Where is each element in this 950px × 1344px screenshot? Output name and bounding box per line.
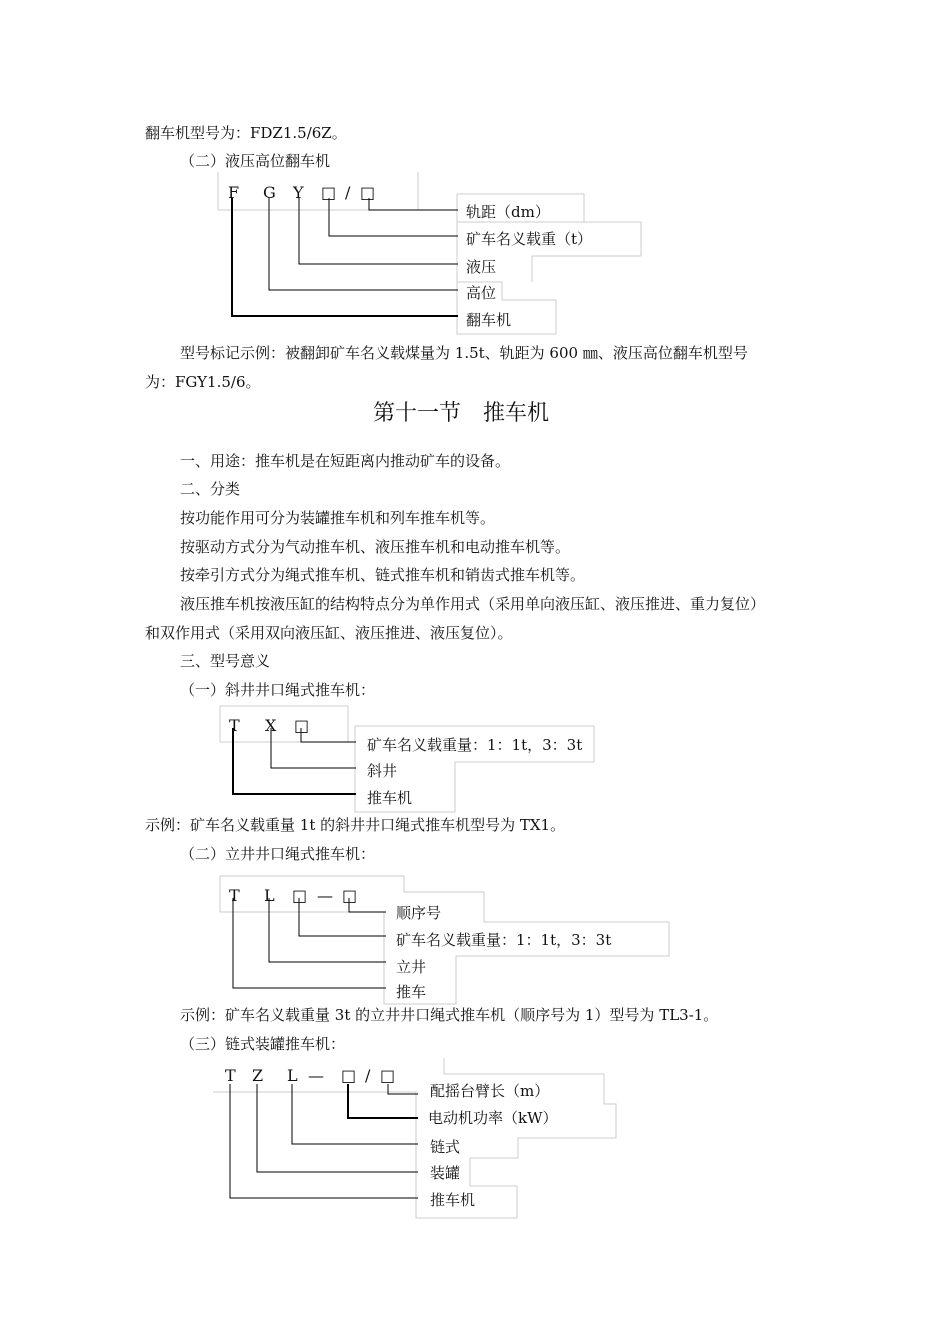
classification-4b: 和双作用式（采用双向液压缸、液压推进、液压复位）。 <box>145 624 513 642</box>
label-nominal-load: 矿车名义载重量：1：1t，3：3t <box>367 736 583 754</box>
code-slash: / <box>345 183 351 202</box>
code-dash: — <box>308 1066 324 1085</box>
classification-2: 按驱动方式分为气动推车机、液压推车机和电动推车机等。 <box>180 538 571 556</box>
label-vertical-shaft: 立井 <box>396 958 427 976</box>
classification-title: 二、分类 <box>180 480 241 498</box>
example-vertical: 示例：矿车名义载重量 3t 的立井井口绳式推车机（顺序号为 1）型号为 TL3-1。 <box>180 1006 719 1024</box>
code-f: F <box>228 183 240 202</box>
label-motor-power: 电动机功率（kW） <box>428 1109 558 1127</box>
example-line-2: 为：FGY1.5/6。 <box>145 373 261 391</box>
code-t: T <box>225 1066 236 1085</box>
code-box-1: □ <box>321 183 337 202</box>
classification-3: 按牵引方式分为绳式推车机、链式推车机和销齿式推车机等。 <box>180 566 586 584</box>
code-box-2: □ <box>360 183 376 202</box>
code-slash: / <box>365 1066 371 1085</box>
label-incline: 斜井 <box>367 762 398 780</box>
code-box-1: □ <box>292 886 308 905</box>
subsection-title-incline: （一）斜井井口绳式推车机： <box>180 681 376 699</box>
code-box-2: □ <box>342 886 358 905</box>
intro-line: 翻车机型号为：FDZ1.5/6Z。 <box>145 124 347 142</box>
code-t: T <box>229 886 240 905</box>
code-box-1: □ <box>341 1066 357 1085</box>
label-pusher: 推车机 <box>430 1191 476 1209</box>
label-swing-arm-length: 配摇台臂长（m） <box>430 1082 550 1100</box>
subsection-title-vertical: （二）立井井口绳式推车机： <box>180 845 376 863</box>
label-cage-loading: 装罐 <box>430 1164 461 1182</box>
code-l: L <box>264 886 275 905</box>
code-box: □ <box>294 716 310 735</box>
label-nominal-load: 矿车名义载重（t） <box>466 230 593 248</box>
label-tippler: 翻车机 <box>466 311 512 329</box>
label-high-position: 高位 <box>466 284 497 302</box>
code-g: G <box>263 183 276 202</box>
label-sequence-number: 顺序号 <box>396 904 442 922</box>
code-y: Y <box>293 183 304 202</box>
label-nominal-load: 矿车名义载重量：1：1t，3：3t <box>396 931 612 949</box>
classification-4a: 液压推车机按液压缸的结构特点分为单作用式（采用单向液压缸、液压推进、重力复位） <box>180 595 766 613</box>
label-gauge: 轨距（dm） <box>466 203 550 221</box>
code-box-2: □ <box>380 1066 396 1085</box>
classification-1: 按功能作用可分为装罐推车机和列车推车机等。 <box>180 509 496 527</box>
code-l: L <box>287 1066 298 1085</box>
example-incline: 示例：矿车名义载重量 1t 的斜井井口绳式推车机型号为 TX1。 <box>145 816 566 834</box>
section-title: 第十一节 推车机 <box>373 401 550 426</box>
code-z: Z <box>252 1066 264 1085</box>
subsection-title-hydraulic-tippler: （二）液压高位翻车机 <box>180 152 331 170</box>
label-chain: 链式 <box>430 1138 461 1156</box>
subsection-title-chain: （三）链式装罐推车机： <box>180 1035 346 1053</box>
label-pusher: 推车机 <box>367 789 413 807</box>
label-pusher: 推车 <box>396 983 427 1001</box>
model-meaning-title: 三、型号意义 <box>180 652 271 670</box>
usage-text: 一、用途：推车机是在短距离内推动矿车的设备。 <box>180 452 511 470</box>
code-t: T <box>229 716 240 735</box>
label-hydraulic: 液压 <box>466 258 497 276</box>
code-dash: — <box>317 886 333 905</box>
code-x: X <box>265 716 277 735</box>
example-line-1: 型号标记示例：被翻卸矿车名义载煤量为 1.5t、轨距为 600 ㎜、液压高位翻车机型号 <box>180 344 748 362</box>
